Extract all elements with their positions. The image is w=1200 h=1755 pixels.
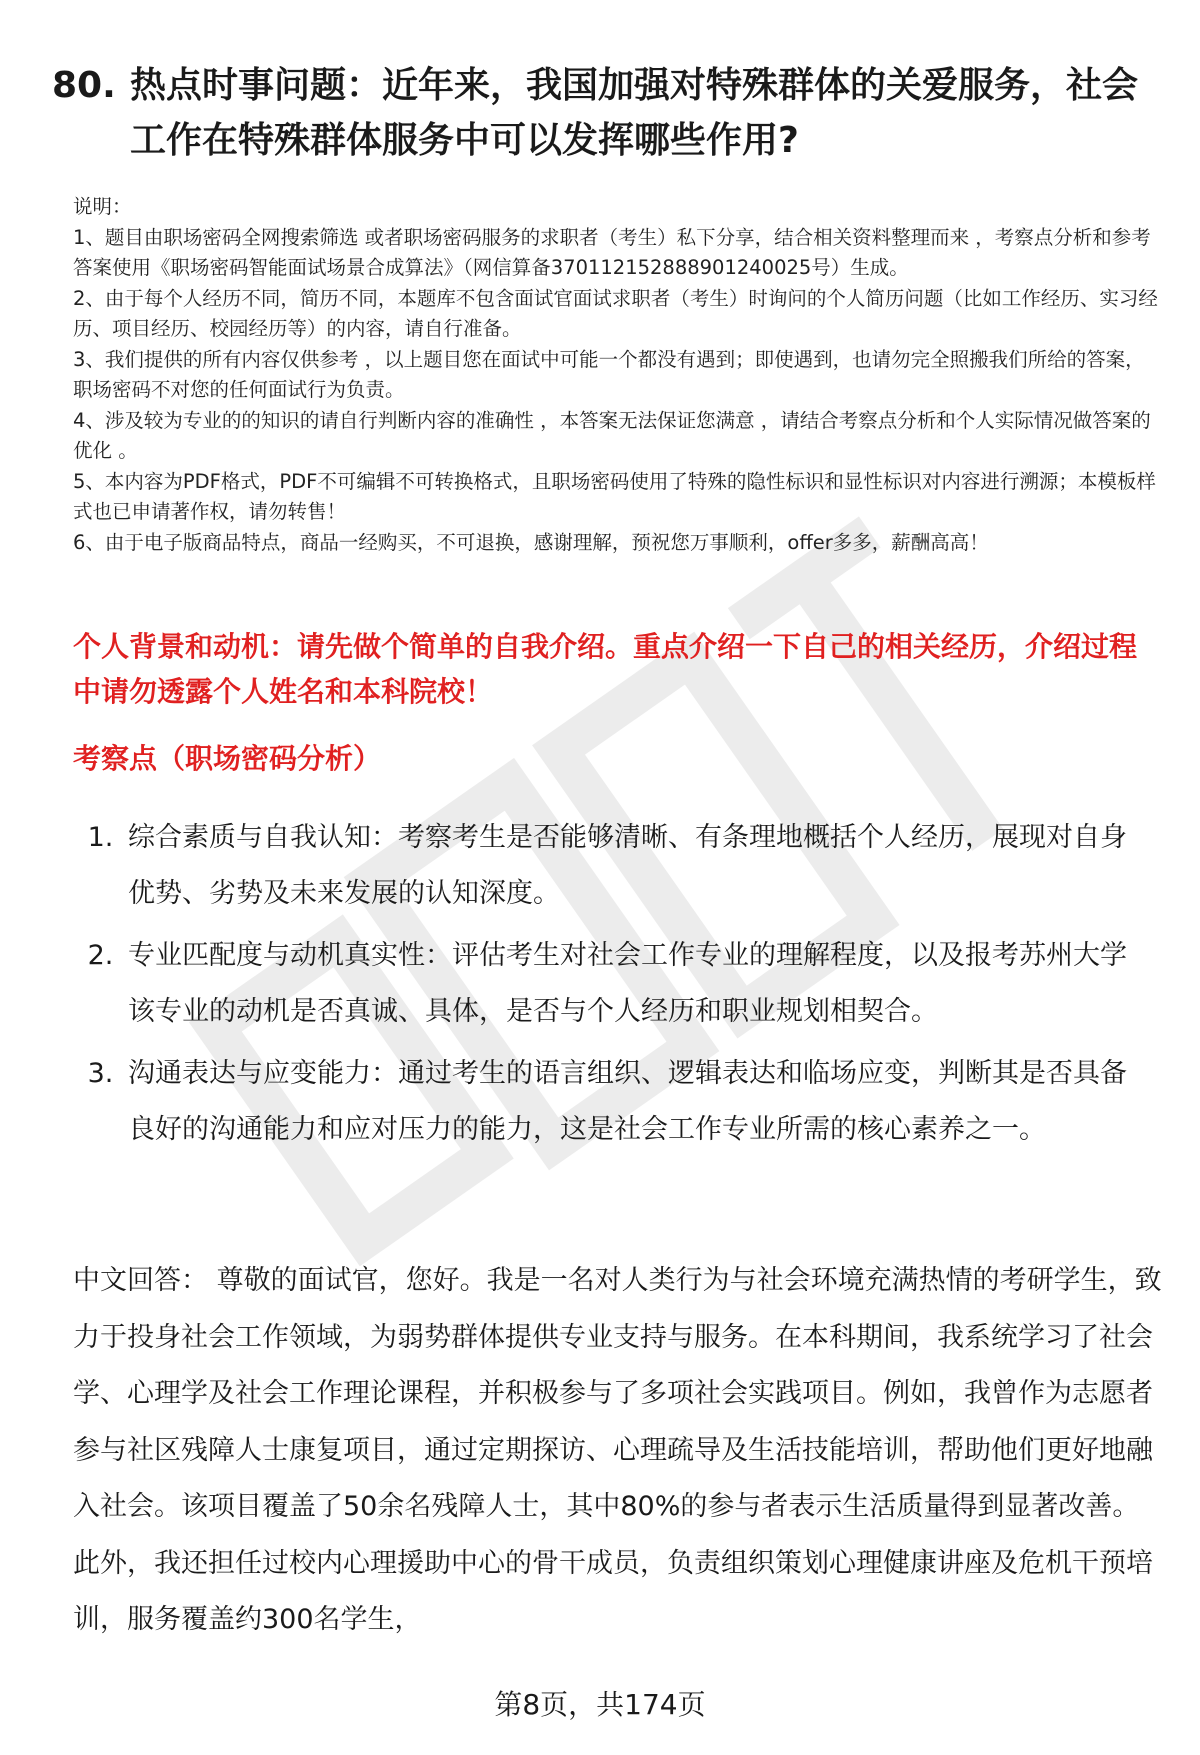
- list-item-text: 专业匹配度与动机真实性：评估考生对社会工作专业的理解程度，以及报考苏州大学该专业的动机是否真诚、具体，是否与个人经历和职业规划相契合。: [128, 940, 1127, 1027]
- note-item: 5、本内容为PDF格式，PDF不可编辑不可转换格式，且职场密码使用了特殊的隐性标识和显性标识对内容进行溯源；本模板样式也已申请著作权，请勿转售！: [73, 469, 1156, 523]
- answer-paragraph: [73, 1253, 1163, 1649]
- answer-label: 中文回答：: [73, 1265, 208, 1296]
- note-item: 6、由于电子版商品特点，商品一经购买，不可退换，感谢理解，预祝您万事顺利，offer多多，薪酬高高！: [73, 530, 989, 554]
- note-item: 2、由于每个人经历不同，简历不同，本题库不包含面试官面试求职者（考生）时询问的个人简历问题（比如工作经历、实习经历、项目经历、校园经历等）的内容，请自行准备。: [73, 286, 1158, 340]
- list-item-text: 沟通表达与应变能力：通过考生的语言组织、逻辑表达和临场应变，判断其是否具备良好的沟通能力和应对压力的能力，这是社会工作专业所需的核心素养之一。: [128, 1058, 1127, 1145]
- notes-heading: 说明：: [73, 195, 132, 218]
- note-item: 3、我们提供的所有内容仅供参考 ，以上题目您在面试中可能一个都没有遇到；即使遇到，也请勿完全照搬我们所给的答案，职场密码不对您的任何面试行为负责。: [73, 347, 1145, 401]
- list-item-number: 3.: [87, 1058, 114, 1089]
- question-title: [52, 58, 1152, 168]
- list-item: [73, 810, 1153, 922]
- assessment-heading: 考察点（职场密码分析）: [73, 742, 382, 775]
- question-number: 80.: [52, 65, 116, 106]
- list-item-number: 1.: [87, 822, 114, 853]
- list-item-number: 2.: [87, 940, 114, 971]
- note-item: 4、涉及较为专业的的知识的请自行判断内容的准确性 ，本答案无法保证您满意 ，请结合考察点分析和个人实际情况做答案的优化 。: [73, 408, 1151, 462]
- answer-text: 尊敬的面试官，您好。我是一名对人类行为与社会环境充满热情的考研学生，致力于投身社会工作领域，为弱势群体提供专业支持与服务。在本科期间，我系统学习了社会学、心理学及社会工作理论课程，并积极参与了多项社会实践项目。例如，我曾作为志愿者参与社区残障人士康复项目，通过定期探访、心理疏导及生活技能培训，帮助他们更好地融入社会。该项目覆盖了50余名残障人士，其中80%的参与者表示生活质量得到显著改善。此外，我还担任过校内心理援助中心的骨干成员，负责组织策划心理健康讲座及危机干预培训，服务覆盖约300名学生，: [73, 1265, 1162, 1635]
- list-item-text: 综合素质与自我认知：考察考生是否能够清晰、有条理地概括个人经历，展现对自身优势、劣势及未来发展的认知深度。: [128, 822, 1127, 909]
- background-heading: 个人背景和动机：请先做个简单的自我介绍。重点介绍一下自己的相关经历，介绍过程中请勿透露个人姓名和本科院校！: [73, 630, 1138, 708]
- list-item: [73, 928, 1153, 1040]
- question-text: 热点时事问题：近年来，我国加强对特殊群体的关爱服务，社会工作在特殊群体服务中可以发挥哪些作用?: [130, 65, 1139, 161]
- assessment-list: [73, 810, 1153, 1164]
- list-item: [73, 1046, 1153, 1158]
- note-item: 1、题目由职场密码全网搜索筛选 或者职场密码服务的求职者（考生）私下分享，结合相关资料整理而来 ，考察点分析和参考答案使用《职场密码智能面试场景合成算法》（网信算备370112152888901240025号）生成。: [73, 225, 1151, 279]
- notes-block: [73, 192, 1163, 558]
- page-footer: 第8页，共174页: [494, 1688, 706, 1721]
